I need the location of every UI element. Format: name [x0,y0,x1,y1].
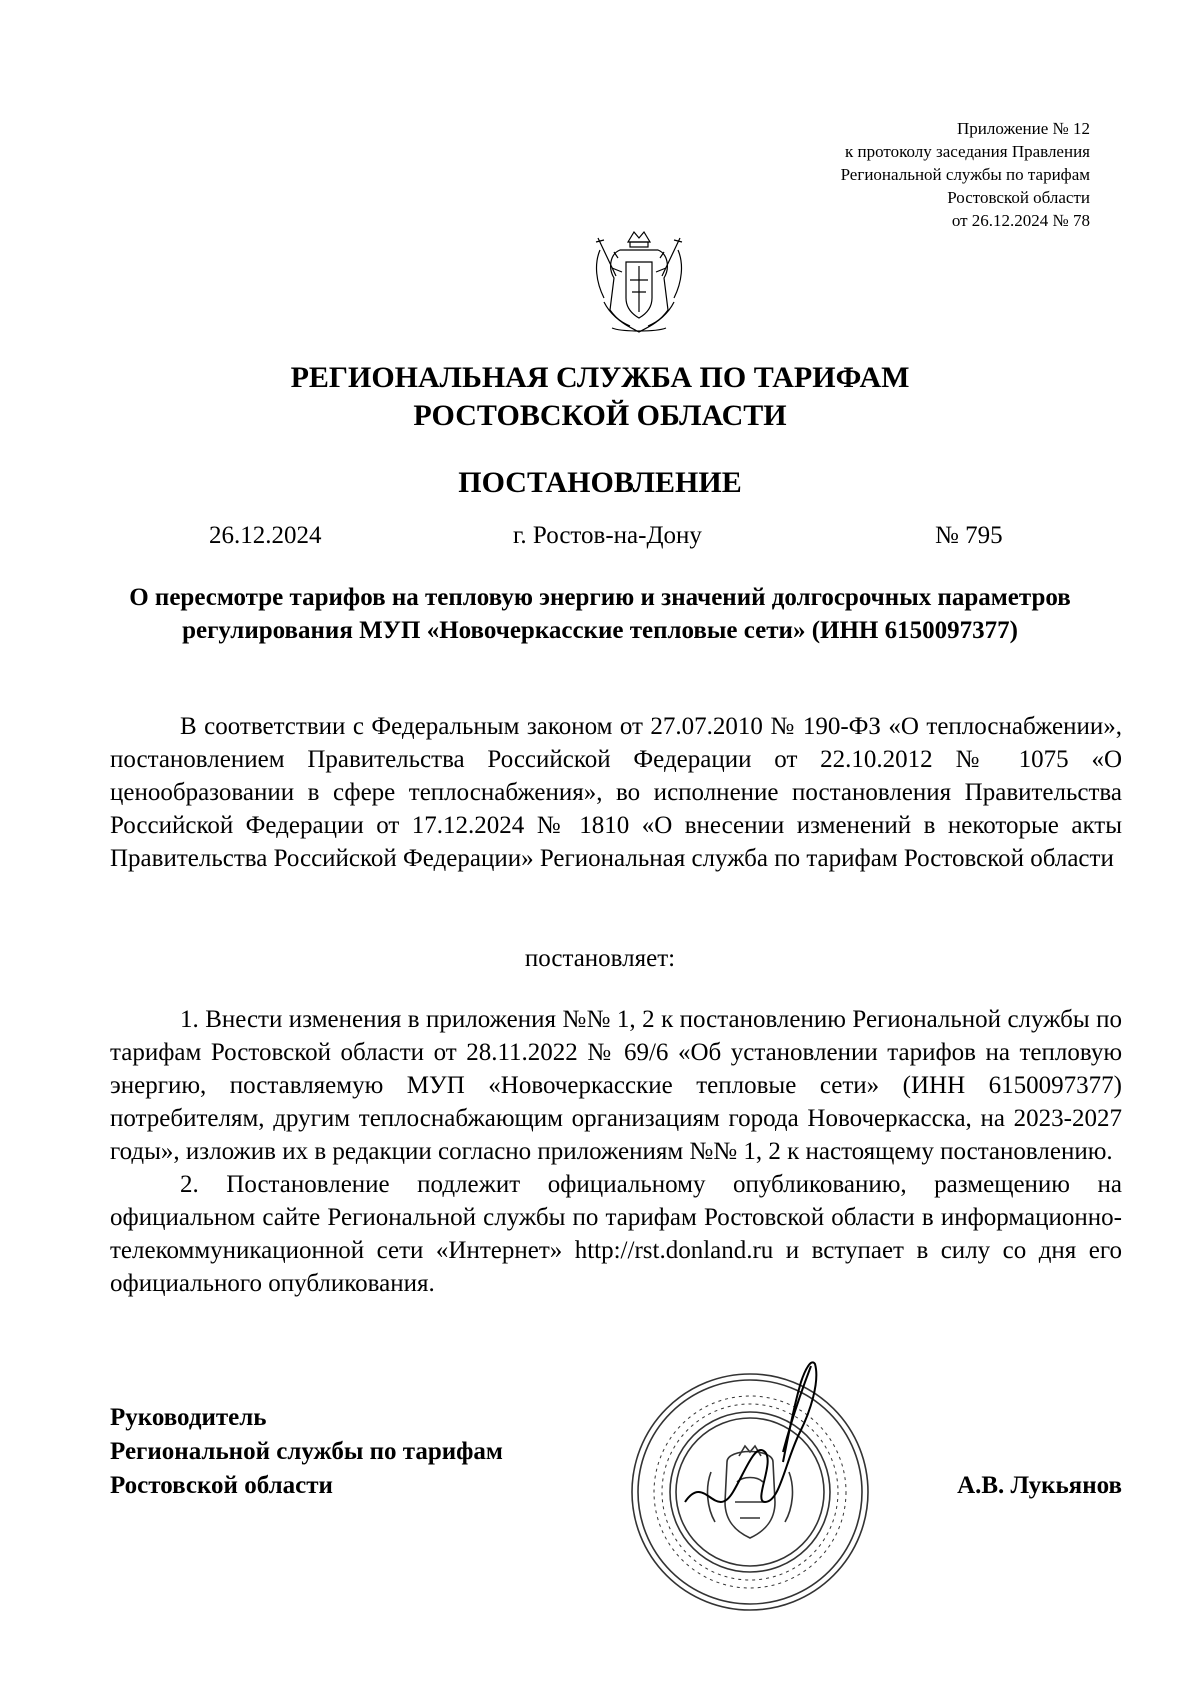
annex-line: Региональной службы по тарифам [840,165,1090,184]
annex-line: Приложение № 12 [957,119,1090,138]
decree-word: постановляет: [524,945,676,972]
signatory-title-line: Региональной службы по тарифам [110,1438,503,1465]
organization-line: РОСТОВСКОЙ ОБЛАСТИ [413,399,787,432]
document-date: 26.12.2024 [209,522,322,549]
signatory-name: А.В. Лукьянов [957,1472,1122,1499]
document-number: № 795 [935,522,1003,549]
annex-line: к протоколу заседания Правления [845,142,1090,161]
organization-name [0,359,1200,435]
signatory-title [110,1401,503,1503]
signatory-title-line: Ростовской области [110,1472,333,1499]
document-subject: О пересмотре тарифов на тепловую энергию и значений долгосрочных параметров регулирования МУП «Новочеркасские тепловые сети» (ИНН 6150097377) [129,584,1071,644]
signatory-title-line: Руководитель [110,1404,267,1431]
document-type: ПОСТАНОВЛЕНИЕ [458,466,742,499]
organization-line: РЕГИОНАЛЬНАЯ СЛУЖБА ПО ТАРИФАМ [290,361,910,394]
decree-items [110,1003,1122,1300]
annex-note [841,117,1090,232]
annex-line: от 26.12.2024 № 78 [951,211,1090,230]
decree-item: 2. Постановление подлежит официальному опубликованию, размещению на официальном сайте Региональной службы по тарифам Ростовской области в информационно-телекоммуникационной сети «Интернет» http://rst.donland.ru и вступает в силу со дня его официального опубликования. [110,1171,1122,1297]
preamble-paragraph: В соответствии с Федеральным законом от 27.07.2010 № 190-ФЗ «О теплоснабжении», постановлением Правительства Российской Федерации от 22.10.2012 № 1075 «О ценообразовании в сфере теплоснабжения», во исполнение постановления Правительства Российской Федерации от 17.12.2024 № 1810 «О внесении изменений в некоторые акты Правительства Российской Федерации» Региональная служба по тарифам Ростовской области [110,713,1122,872]
decree-item: 1. Внести изменения в приложения №№ 1, 2 к постановлению Региональной службы по тарифам Ростовской области от 28.11.2022 № 69/6 «Об установлении тарифов на тепловую энергию, поставляемую МУП «Новочеркасские тепловые сети» (ИНН 6150097377) потребителям, другим теплоснабжающим организациям города Новочеркасска, на 2023-2027 годы», изложив их в редакции согласно приложениям №№ 1, 2 к настоящему постановлению. [110,1006,1122,1165]
document-city: г. Ростов-на-Дону [513,522,702,549]
annex-line: Ростовской области [947,188,1090,207]
coat-of-arms-icon [590,228,688,336]
official-seal-icon [615,1352,885,1622]
